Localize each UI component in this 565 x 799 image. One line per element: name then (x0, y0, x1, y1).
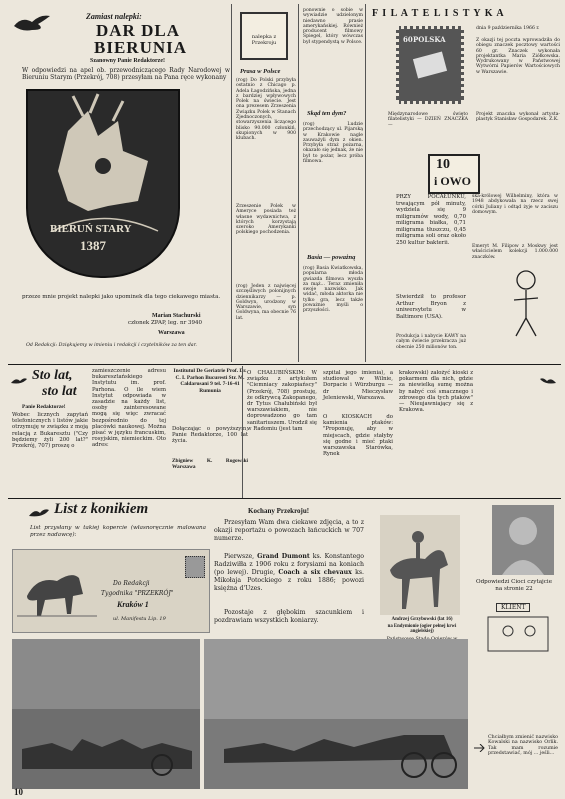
logo-10-i-owo (428, 154, 480, 194)
article-greeting: Szanowny Panie Redaktorze! (90, 58, 165, 64)
sto-lat-signature: Zbigniew K. Rogowski Warszawa (172, 458, 248, 471)
filatelistyka-text2: Z okazji tej poczta wprowadziła do obiegu znaczek pocztowy wartości 60 gr. Znaczek wykonała projektantka Maria Ziółkowska. Wydrukowany w Państwowej Wytwórni Papierów Wartościowych w Warszawie. (476, 38, 560, 75)
kiss-source: Stwierdził to profesor Arthur Bryon z uniwersytetu w Baltimore (USA). (396, 294, 466, 320)
kon-title: List z konikiem (54, 501, 149, 517)
press-text2: Zrzeszenie Polek w Ameryce posiada też własne wydawnictwa, z których korzystają szeroko Amerykanki polskiego pochodzenia. (236, 204, 296, 236)
press-text1: (rog) Do Polski przybyła ostatnio z Chicago p. Adela Łagodzińska, jedna z bardziej wpływowych Polek na świecie. Jest ona prezesem Zrzeszenia Związku Polek w Stanach Zjednoczonych, stowarzyszenia liczącego blisko 90.000 członkiń, skupionych w 900 klubach. (236, 78, 296, 142)
article-title-line2: BIERUNIA (94, 38, 188, 57)
chalubinski-text: O CHAŁUBIŃSKIM: W związku z artykułem "Ciemniacy zakopiańscy" (Przekrój, 708) prostuję, że odkrywcą Zakopanego, dr Tytus Chałubiński był warszawiakiem, nie doprowadzono go tam sanitariuszem. Urodził się w Radomiu (jest tam (247, 370, 317, 432)
letter-p2e: ks. Mikołaja Potockiego z roku 1886; powozi księżna d'Uzes. (214, 569, 365, 592)
article-body: W odpowiedzi na apel ob. przewodniczącego Rady Narodowej w Bieruniu Starym (Przekrój, 708) przesyłam na Pana ręce wykonany (22, 67, 230, 81)
bottom-right-text: Chciałbym zmienić nazwisko Kowalski na nazwisko Orlik. Tak mam rozumie przedstawiać, mój ... jeśli... (488, 735, 558, 756)
right-text2: Emeryt M. Filipow z Moskwy jest właścicielem kolekcji 1.000.000 znaczków. (472, 244, 558, 260)
filatelistyka-section (365, 4, 562, 362)
column-news (298, 4, 365, 362)
klient-cartoon (478, 599, 558, 659)
letter-greeting: Kochany Przekroju! (248, 507, 310, 515)
stamp-icon (240, 12, 288, 60)
bird-icon-tiny (539, 372, 557, 382)
kioski-text-cont: krakowski) założyć kioski z pokarmem dla nich, gdzie za niewielką sumę można by nabyć coś smacznego i zdrowego dla tych ptaków" — Nieujawniający się z Krakowa. (399, 370, 473, 414)
envelope-line2: Tygodnika "PRZEKRÓJ" (101, 590, 174, 597)
sto-lat-title1: Sto lat, (32, 368, 73, 383)
horse-painting-icon (17, 556, 97, 622)
sto-lat-text3: Dołączając o powyższym, Panie Redaktorze, 100 lat życia. (172, 426, 248, 445)
logo-text2: i OWO (434, 174, 472, 188)
section-heading-basia: Basia — poważną (307, 254, 356, 261)
stamp-image (396, 26, 464, 104)
horse-caption2: na Endymionie (ogier pełnej krwi angielskiej) (387, 624, 457, 635)
sto-lat-greeting: Panie Redaktorze! (22, 404, 66, 410)
ciocia-photo (492, 505, 554, 575)
article-continued: przeze mnie projekt nalepki jako upominek dla tego ciekawego miasta. (22, 294, 221, 300)
column-press (231, 4, 298, 362)
letter-p2b: Grand Dumont (257, 553, 310, 560)
filatelistyka-text1: dnia 9 października 1966 r. (476, 26, 540, 31)
filatelistyka-text3: Projekt znaczka wykonał artysta-plastyk Stanisław Gospodarek. Z.K. (476, 112, 560, 123)
press-text3: (rog) Jeden z najwięcej szczęśliwych polonijnych dziennikarzy — p. Goldwyn, urodzony w Warszawie, syn Goldwyna, ma obecnie 76 lat. (236, 284, 296, 321)
coffee-text: Produkcja i nabycie KAWY na całym świecie przekracza już obecnie 250 milionów ton. (396, 334, 466, 350)
carriage-photo-right (204, 639, 468, 789)
news-text2: (rog) Ludzie przechodzący ul. Pijarską w Krakowie nagle zauważyli dym z okien. Przybyła straż pożarna, okazało się jednak, że nie był to pożar, lecz próba filmowa. (303, 122, 363, 165)
article-title-line1: DAR DLA (96, 21, 180, 40)
article-signature: Marian Stachurski (152, 313, 201, 319)
envelope-line4: ul. Manifestu Lip. 19 (113, 616, 166, 622)
envelope-icon (413, 51, 447, 78)
klient-sign: KLIENT (496, 603, 530, 612)
ciocia-caption: Odpowiedzi Cioci czytajcie na stronie 22 (475, 579, 553, 592)
filatelistyka-heading: F I L A T E L I S T Y K A (372, 8, 505, 19)
kon-list-article (8, 499, 561, 799)
horizontal-divider (8, 364, 561, 365)
article-signature-line: członek ZPAP, leg. nr 3940 (128, 320, 202, 326)
letter-p1: Przesyłam Wam dwa ciekawe zdjęcia, a to z okazji reportażu o powozach łańcuckich w 707 numerze. (214, 519, 364, 542)
page-number: 10 (14, 787, 23, 797)
bird-icon-small (10, 372, 28, 382)
top-left-article (8, 4, 230, 362)
arrow-icon (474, 737, 486, 745)
stamp-caption: Międzynarodowe święto filatelistyki — DZIEŃ ZNACZKA — (388, 112, 468, 128)
article-kicker: Zamiast nalepki: (86, 12, 142, 21)
editor-note: Od Redakcji: Dziękujemy w imieniu i redakcji i czytelników za ten dar. (26, 343, 197, 348)
horse-caption1: Andrzej Grzybowski (lat 16) (391, 617, 453, 622)
sto-lat-text2: zamieszczenie adresu bukaresztańskiego Instytutu im. prof. Parhona. O ile wiem Instytut odpowiada w zasadzie na każdy list, osoby zainteresowane mogą się więc zwracać bezpośrednio do tej placówki naukowej. Można pisać w języku francuskim, rosyjskim, niemieckim. Oto adres: (92, 368, 166, 449)
logo-text1: 10 (436, 157, 450, 172)
crest-text-name: BIERUŃ STARY (50, 223, 132, 235)
letter-p2a: Pierwsze, (224, 553, 258, 560)
crest-image (26, 89, 180, 278)
section-heading-dym: Skąd ten dym? (307, 110, 347, 117)
sto-lat-title2: sto lat (42, 384, 77, 399)
right-text1: ska-królowej Wilhelminy, która w 1948 abdykowała na rzecz swej córki Juliany i odtąd żyje w zaciszu domowym. (472, 194, 558, 215)
kiss-text: PRZY POCAŁUNKU, trwającym pół minuty, wydziela się 9 miligramów wody, 0,70 miligrama białka, 0,71 miligrama tłuszczu, 0,45 miligrama soli oraz około 250 kultur bakterii. (396, 194, 466, 246)
article-city: Warszawa (158, 330, 185, 336)
letter-p2c: ks. Konstantego Radziwiłła z 1906 roku z forysiami na koniach (po lewej). Drugie, (214, 553, 364, 576)
letter-p2 (214, 553, 364, 593)
bird-icon-kon (28, 505, 50, 517)
sto-lat-address: Institutul De Geriatrie Prof. Dr. C. I. Parhon Bucuresti Str. M. Caldarusani 9 tel. 7-16-41 Rumunia (173, 368, 247, 394)
envelope-line1: Do Redakcji (113, 580, 150, 587)
kon-intro: List przysłany w takiej kopercie (własnoręcznie malowana przez nadawcę): (30, 525, 206, 538)
stamp-country: POLSKA (413, 35, 446, 44)
sto-lat-text1: Wobec licznych zapytań telefonicznych i listów jakie otrzymuję w związku z moją relacją z Bukaresztu ("Czy będziemy żyli 200 lat?" Przekrój, 707) proszę o (12, 412, 88, 450)
letter-p2d: Coach a six chevaux (278, 569, 352, 576)
horse-rider-photo (380, 515, 460, 615)
section-heading-prasa: Prasa w Polsce (240, 68, 281, 75)
news-text3: (rog) Basia Kwiatkowska, popularna młoda gwiazda filmowa wyszła za mąż... Teraz zmieniła swoje nazwisko. Jak widać, młoda aktorka nie tylko gra, lecz także poważnie myśli o przyszłości. (303, 266, 363, 314)
envelope-image (12, 549, 210, 633)
stamp-label: nalepka z Przekroju (251, 34, 277, 46)
postage-stamp-icon (185, 556, 205, 578)
cartoon-man-icon (506, 268, 546, 338)
kioski-text: O KIOSKACH do kamienia ptaków: "Proponuję, aby w miejscach, gdzie stałyby się godne i mieć ptaki warszawska Starówka, Rynek (323, 414, 393, 458)
letters-column (242, 366, 562, 498)
stamp-value: 60 (403, 35, 413, 44)
bird-icon (12, 12, 52, 34)
news-text1: ponownie o sobie w wywiadzie udzielonym niedawno prasie amerykańskiej. Również producent filmowy Spiegel, który wówczas był stypendystą w Polsce. (303, 8, 363, 45)
chalubinski-text-cont: szpital jego imienia), a studiował w Wilnie, Dorpacie i Würzburgu — dr Mieczysław Jeleniewski, Warszawa. (323, 370, 393, 401)
letter-p3: Pozostaje z głębokim szacunkiem i pozdrawiam wszystkich koniarzy. (214, 609, 364, 624)
carriage-photo-left (12, 639, 200, 789)
crest-text-year: 1387 (80, 238, 106, 253)
envelope-line3: Kraków 1 (117, 600, 149, 609)
